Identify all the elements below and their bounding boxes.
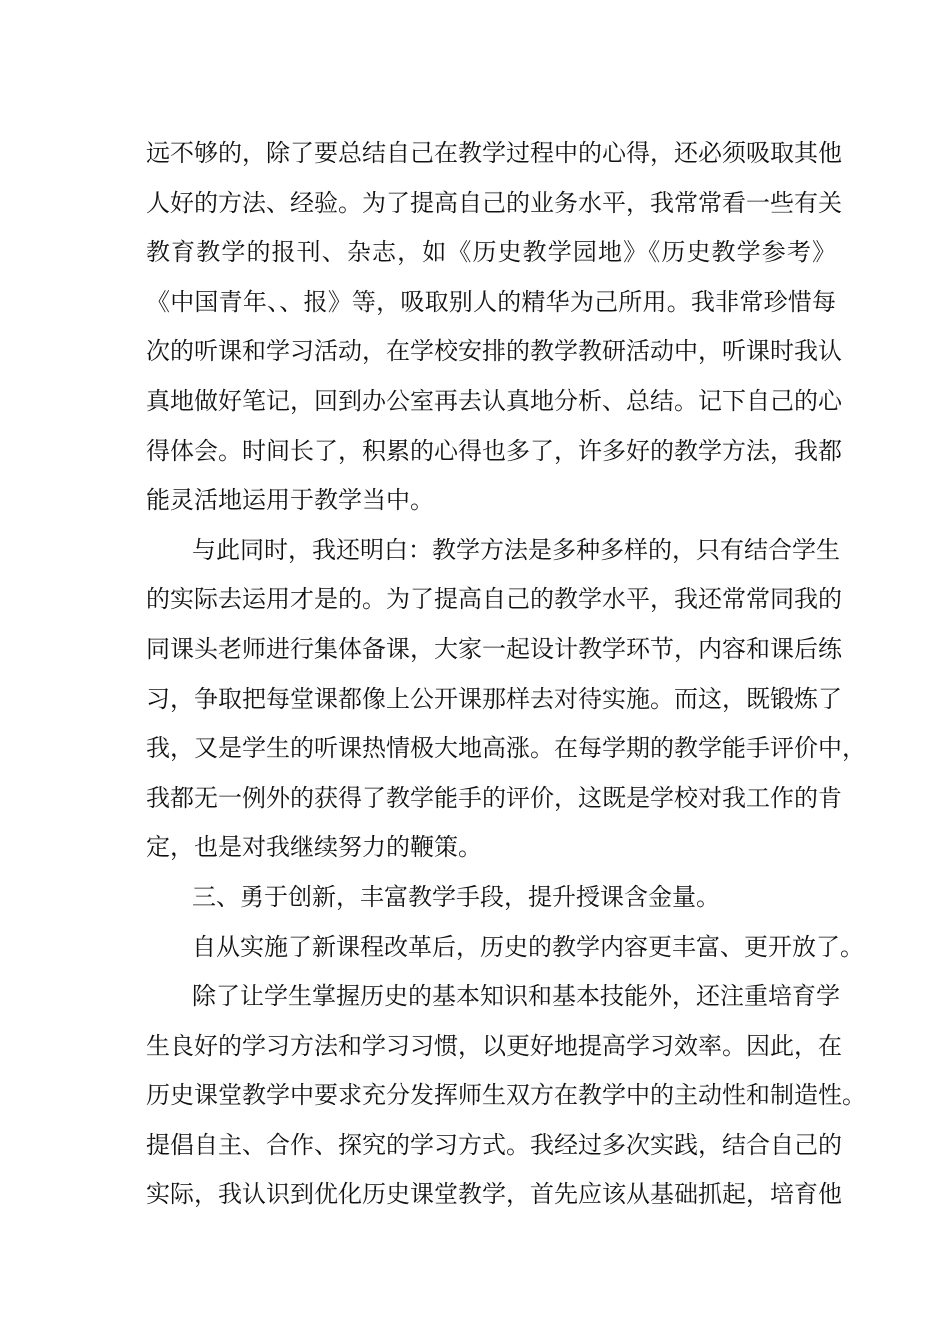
text-line-21: 提倡自主、合作、探究的学习方式。我经过多次实践，结合自己的 [146, 1130, 842, 1159]
text-line-14: 我都无一例外的获得了教学能手的评价，这既是学校对我工作的肯 [146, 783, 842, 812]
text-line-15: 定，也是对我继续努力的鞭策。 [146, 833, 482, 862]
text-line-12: 习，争取把每堂课都像上公开课那样去对待实施。而这，既锻炼了 [146, 684, 842, 713]
text-line-11: 同课头老师进行集体备课，大家一起设计教学环节，内容和课后练 [146, 634, 842, 663]
text-line-13: 我，又是学生的听课热情极大地高涨。在每学期的教学能手评价中， [146, 734, 866, 763]
text-line-8: 能灵活地运用于教学当中。 [146, 486, 434, 515]
text-line-6: 真地做好笔记，回到办公室再去认真地分析、总结。记下自己的心 [146, 386, 842, 415]
text-line-9: 与此同时，我还明白：教学方法是多种多样的，只有结合学生 [192, 535, 840, 564]
text-line-2: 人好的方法、经验。为了提高自己的业务水平，我常常看一些有关 [146, 188, 842, 217]
text-line-5: 次的听课和学习活动，在学校安排的教学教研活动中，听课时我认 [146, 337, 842, 366]
text-line-19: 生良好的学习方法和学习习惯，以更好地提高学习效率。因此，在 [146, 1031, 842, 1060]
text-line-7: 得体会。时间长了，积累的心得也多了，许多好的教学方法，我都 [146, 436, 842, 465]
text-line-1: 远不够的，除了要总结自己在教学过程中的心得，还必须吸取其他 [146, 139, 842, 167]
text-line-20: 历史课堂教学中要求充分发挥师生双方在教学中的主动性和制造性。 [146, 1081, 866, 1110]
text-line-18: 除了让学生掌握历史的基本知识和基本技能外，还注重培育学 [192, 982, 840, 1011]
text-line-22: 实际，我认识到优化历史课堂教学，首先应该从基础抓起，培育他 [146, 1180, 842, 1209]
text-line-17: 自从实施了新课程改革后，历史的教学内容更丰富、更开放了。 [192, 932, 864, 961]
body-text [146, 129, 866, 1220]
text-line-10: 的实际去运用才是的。为了提高自己的教学水平，我还常常同我的 [146, 585, 842, 614]
text-line-4: 《中国青年、、报》等，吸取别人的精华为己所用。我非常珍惜每 [146, 287, 836, 316]
text-line-3: 教育教学的报刊、杂志，如《历史教学园地》《历史教学参考》 [146, 238, 836, 267]
section-heading: 三、勇于创新，丰富教学手段，提升授课含金量。 [192, 882, 720, 911]
